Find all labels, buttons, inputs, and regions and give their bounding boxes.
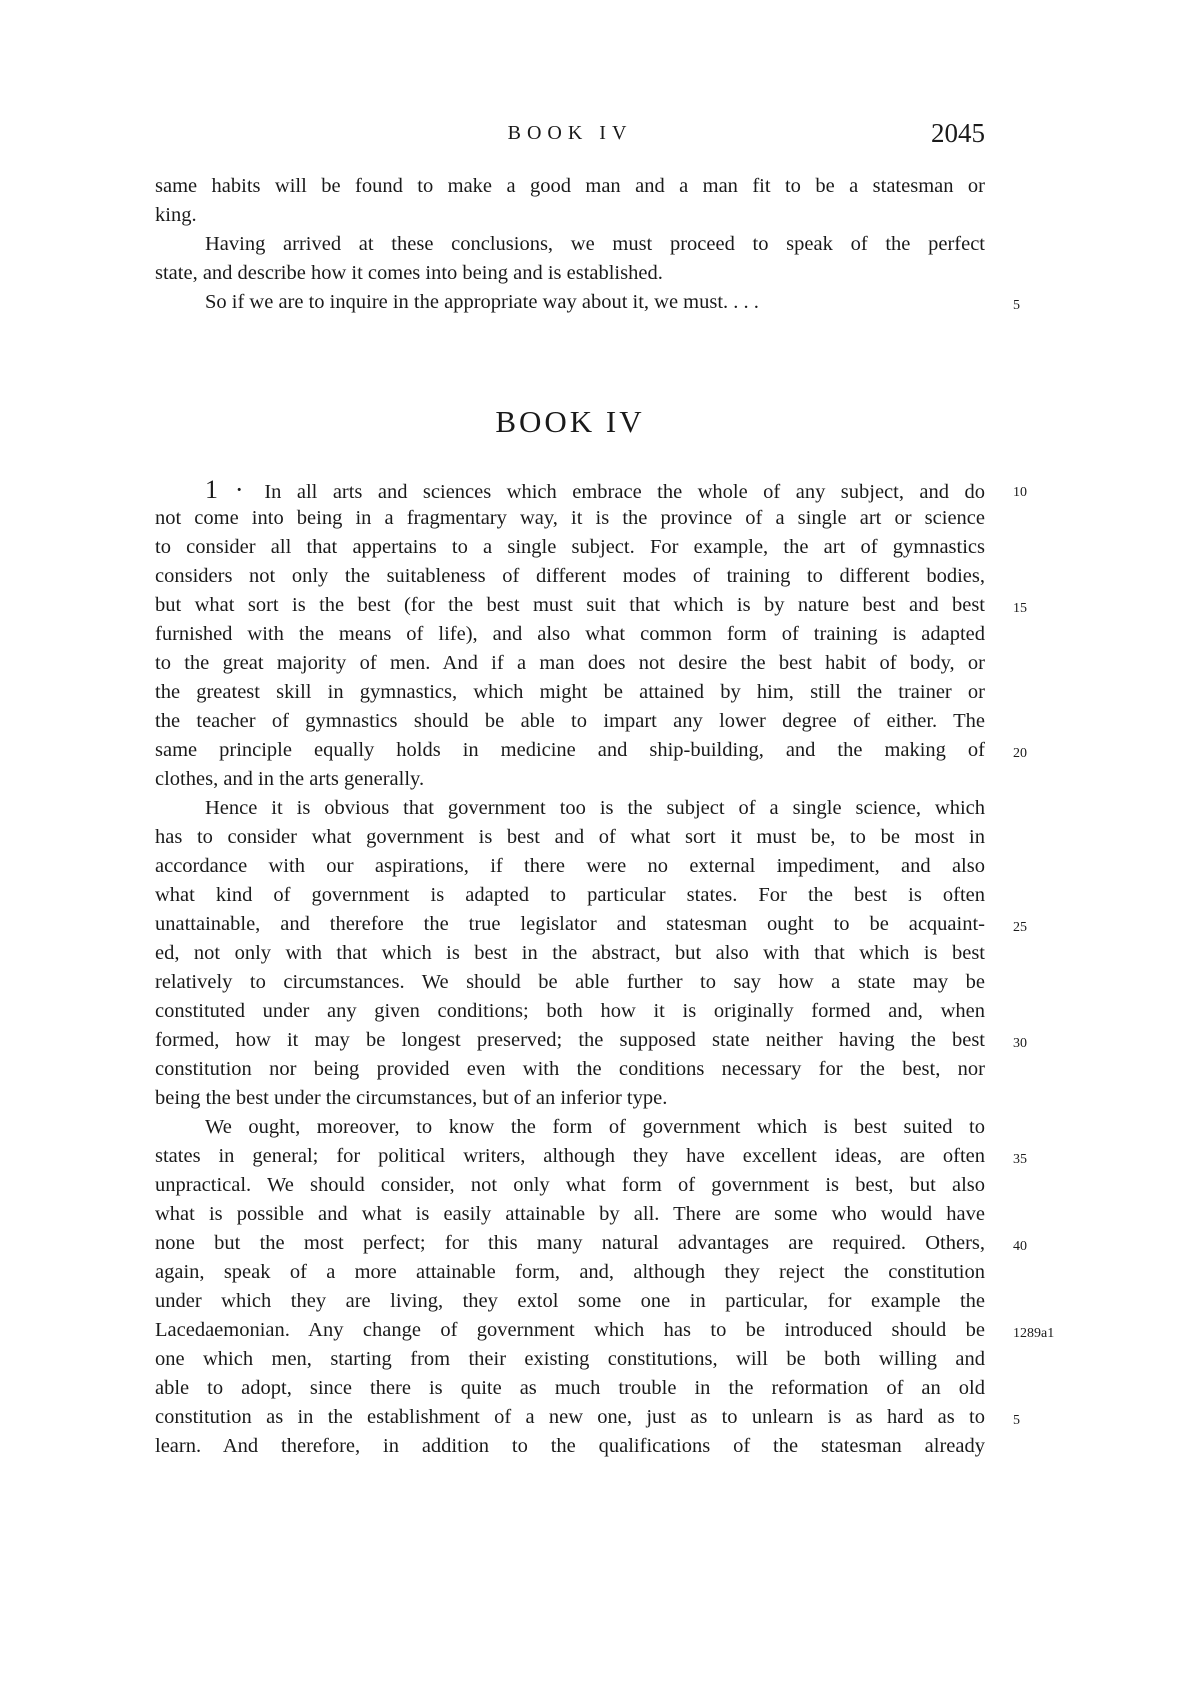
text-line: So if we are to inquire in the appropriate way about it, we must. . . . 5 [155, 288, 985, 317]
line-number: 10 [1013, 485, 1027, 500]
text-line: has to consider what government is best and of what sort it must be, to be most in [155, 826, 985, 848]
text-line: learn. And therefore, in addition to the qualifications of the statesman already [155, 1435, 985, 1457]
text-line: again, speak of a more attainable form, and, although they reject the constitution [155, 1261, 985, 1283]
main-text-block [155, 475, 1055, 1461]
text-line: clothes, and in the arts generally. [155, 768, 425, 790]
text-line: considers not only the suitableness of different modes of training to different bodies, [155, 565, 985, 587]
text-line: same principle equally holds in medicine and ship-building, and the making of 20 [155, 736, 985, 765]
text-line: We ought, moreover, to know the form of government which is best suited to [205, 1116, 985, 1138]
text-line: none but the most perfect; for this many natural advantages are required. Others, 40 [155, 1229, 985, 1258]
text-line: accordance with our aspirations, if there were no external impediment, and also [155, 855, 985, 877]
book-heading: BOOK IV [495, 404, 645, 439]
text-line: 1 · In all arts and sciences which embrace the whole of any subject, and do 10 [155, 475, 985, 504]
running-title: BOOK IV [507, 122, 633, 144]
line-number: 20 [1013, 746, 1027, 761]
page-number: 2045 [931, 118, 985, 148]
chapter-number: 1 · [205, 475, 261, 504]
text-line: furnished with the means of life), and also what common form of training is adapted [155, 623, 985, 645]
text-line: states in general; for political writers, although they have excellent ideas, are often 35 [155, 1142, 985, 1171]
line-number: 5 [1013, 1413, 1020, 1428]
text-line: to the great majority of men. And if a man does not desire the best habit of body, or [155, 652, 985, 674]
text-line: Hence it is obvious that government too is the subject of a single science, which [205, 797, 985, 819]
top-text-block [155, 172, 1020, 317]
text-line: the greatest skill in gymnastics, which might be attained by him, still the trainer or [155, 681, 985, 703]
text-line: unpractical. We should consider, not only what form of government is best, but also [155, 1174, 985, 1196]
text-line: king. [155, 204, 197, 226]
line-number: 25 [1013, 920, 1027, 935]
text-line: to consider all that appertains to a single subject. For example, the art of gymnastics [155, 536, 985, 558]
text-line: relatively to circumstances. We should be able further to say how a state may be [155, 971, 985, 993]
text-line: able to adopt, since there is quite as much trouble in the reformation of an old [155, 1377, 985, 1399]
line-number: 35 [1013, 1152, 1027, 1167]
text-line: Having arrived at these conclusions, we must proceed to speak of the perfect [205, 233, 985, 255]
text-line: one which men, starting from their existing constitutions, will be both willing and [155, 1348, 985, 1370]
line-number: 1289a1 [1013, 1326, 1055, 1341]
text-line: constituted under any given conditions; both how it is originally formed and, when [155, 1000, 985, 1022]
text-line: being the best under the circumstances, but of an inferior type. [155, 1087, 668, 1109]
text-line: same habits will be found to make a good man and a man fit to be a statesman or [155, 175, 985, 197]
text-line: not come into being in a fragmentary way, it is the province of a single art or science [155, 507, 985, 529]
text-line: ed, not only with that which is best in the abstract, but also with that which is best [155, 942, 985, 964]
running-header [155, 118, 985, 148]
line-number: 40 [1013, 1239, 1027, 1254]
text-line: but what sort is the best (for the best must suit that which is by nature best and best 15 [155, 591, 985, 620]
text-line: unattainable, and therefore the true legislator and statesman ought to be acquaint- 25 [155, 910, 985, 939]
text-line: formed, how it may be longest preserved; the supposed state neither having the best 30 [155, 1026, 985, 1055]
text-line: Lacedaemonian. Any change of government which has to be introduced should be 1289a1 [155, 1316, 985, 1345]
line-number: 30 [1013, 1036, 1027, 1051]
text-line: under which they are living, they extol some one in particular, for example the [155, 1290, 985, 1312]
text-line: what kind of government is adapted to particular states. For the best is often [155, 884, 985, 906]
line-number: 5 [1013, 298, 1020, 313]
text-line: state, and describe how it comes into being and is established. [155, 262, 663, 284]
text-line: what is possible and what is easily attainable by all. There are some who would have [155, 1203, 985, 1225]
text-line: constitution nor being provided even with the conditions necessary for the best, nor [155, 1058, 985, 1080]
text-line: the teacher of gymnastics should be able to impart any lower degree of either. The [155, 710, 985, 732]
line-number: 15 [1013, 601, 1027, 616]
text-line: constitution as in the establishment of a new one, just as to unlearn is as hard as to 5 [155, 1403, 985, 1432]
